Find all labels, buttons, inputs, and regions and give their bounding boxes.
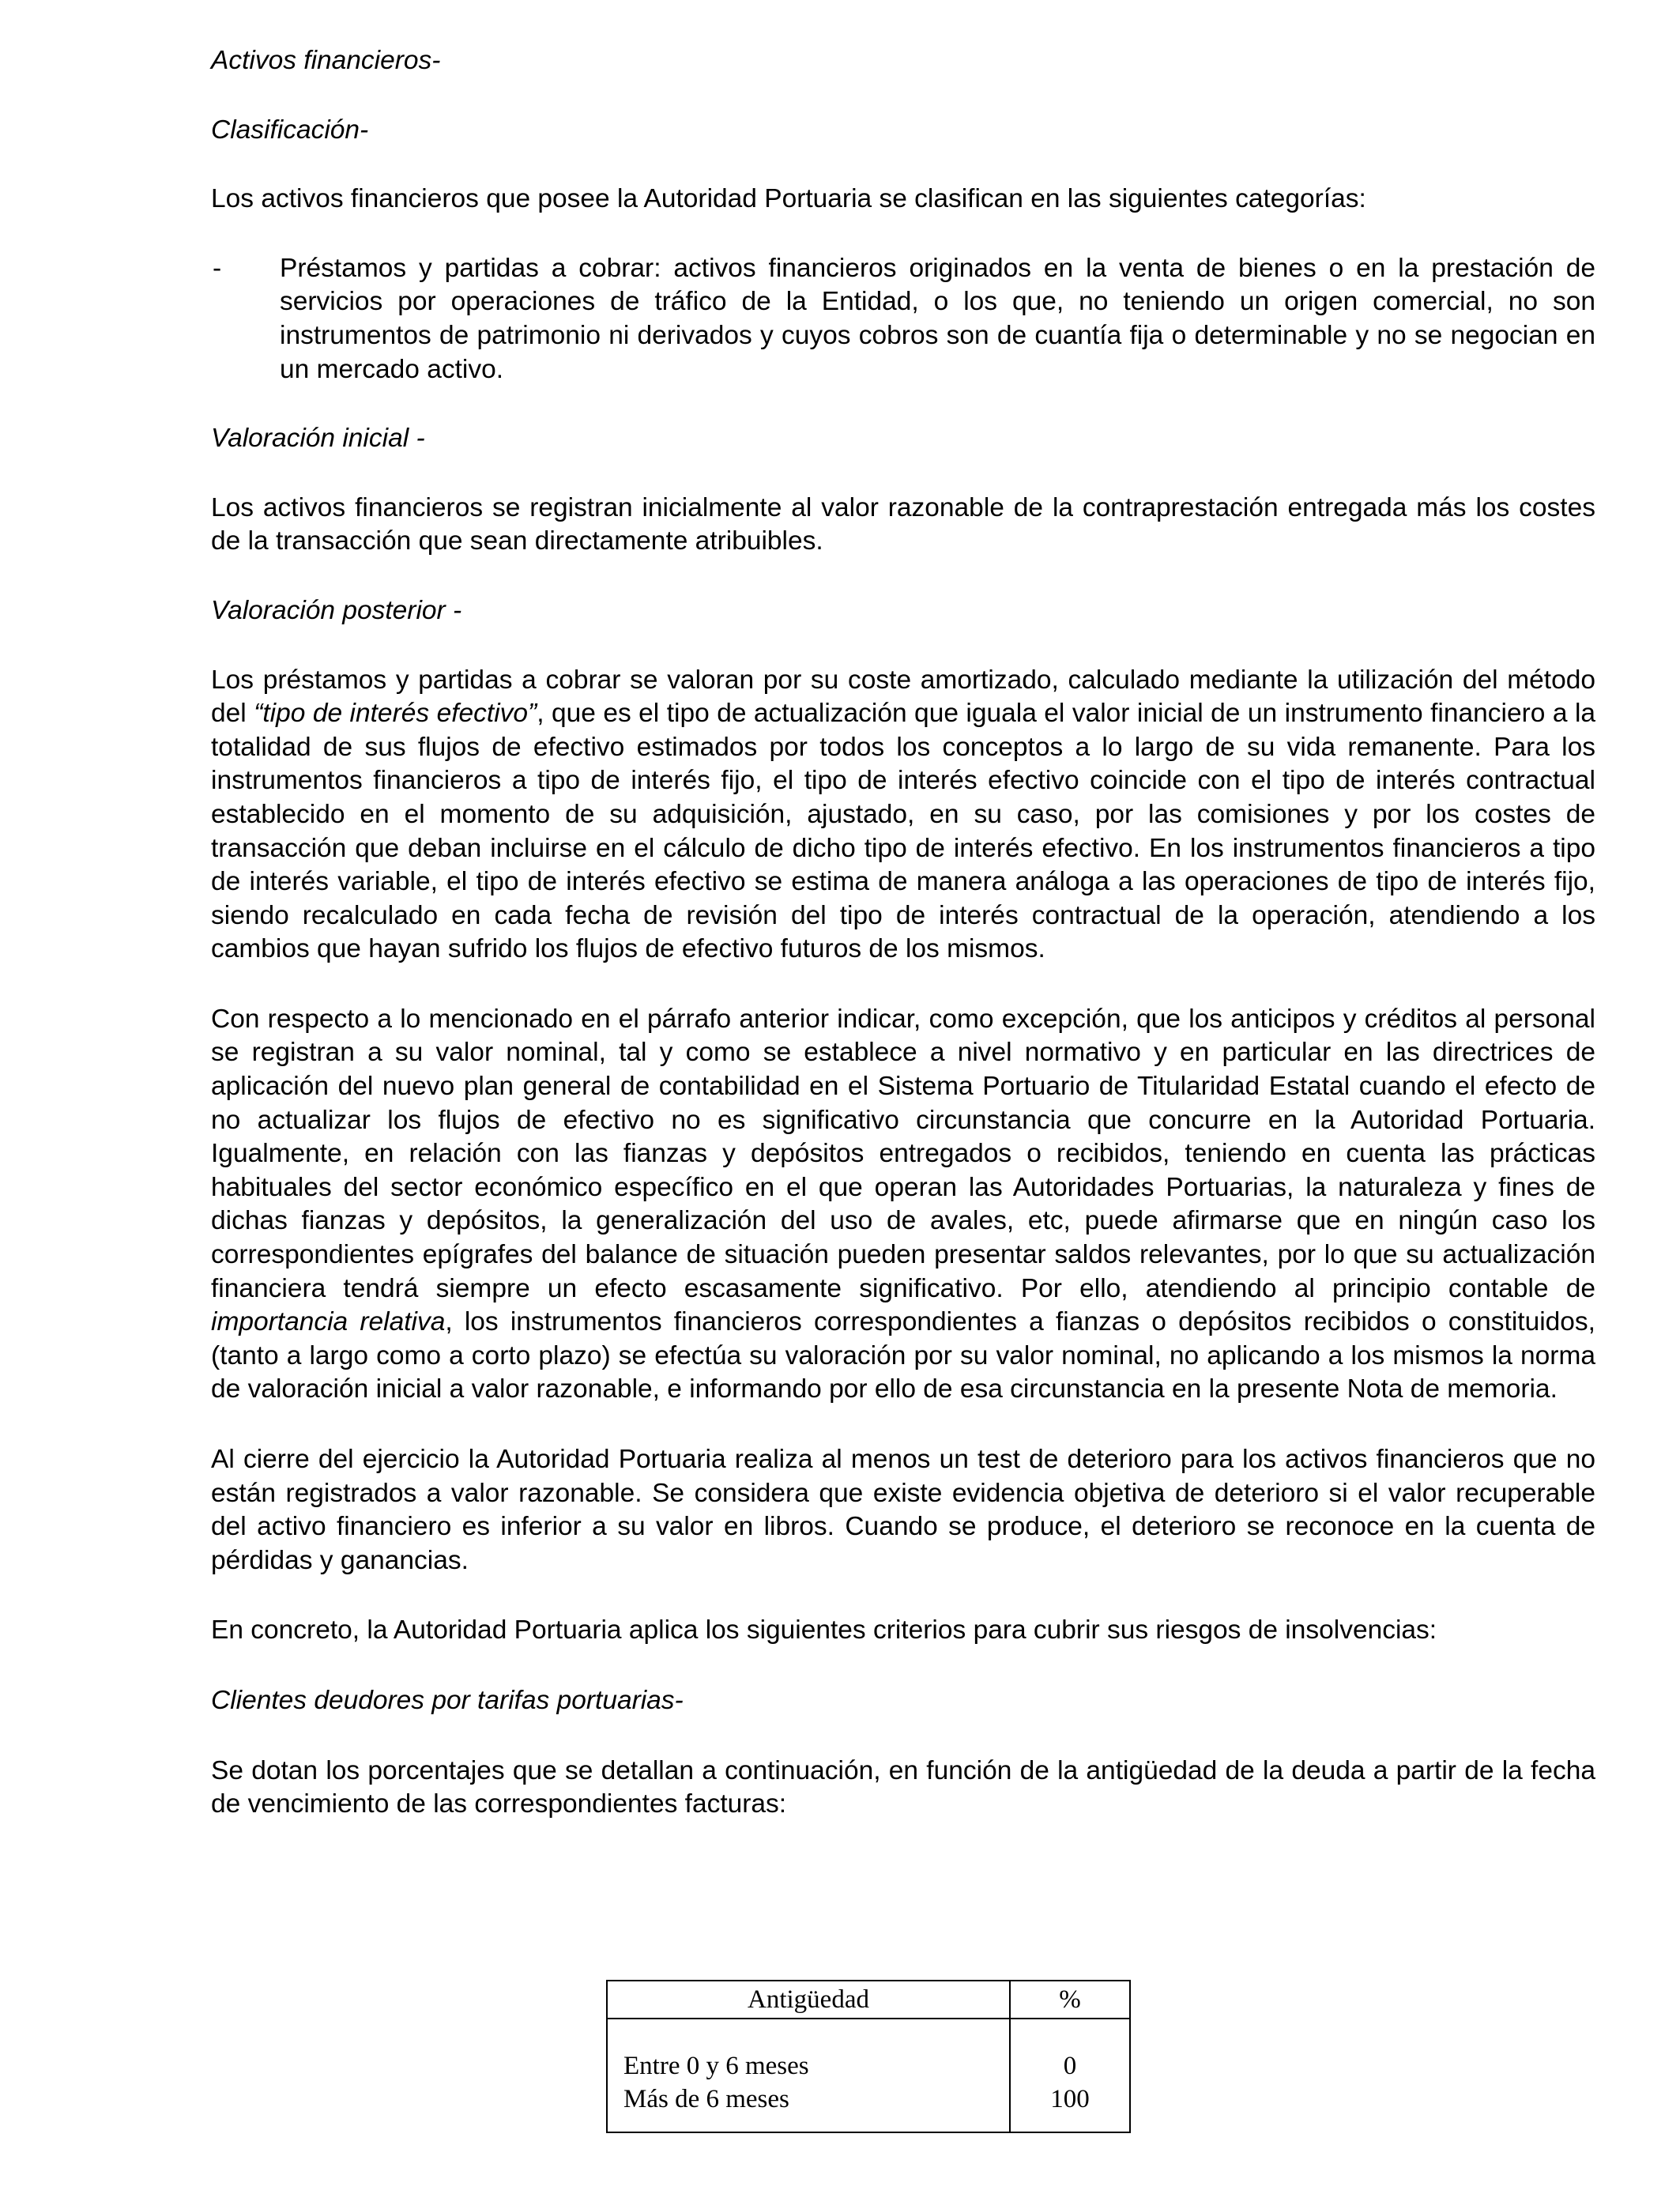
- paragraph-se-dotan: Se dotan los porcentajes que se detallan a continuación, en función de la antigüedad de la deuda a partir de la fecha de vencimiento de las correspondientes facturas:: [211, 1755, 1595, 1819]
- document-page: [211, 44, 1595, 1822]
- paragraph-valoracion-posterior: [211, 664, 1595, 967]
- spacer-cell: [607, 2019, 1010, 2049]
- bullet-text-prestamos: Préstamos y partidas a cobrar: activos financieros originados en la venta de bienes o en la prestación de servicios por operaciones de tráfico de la Entidad, o los que, no teniendo un origen comercial, no son instrumentos de patrimonio ni derivados y cuyos cobros son de cuantía fija o determinable y no se negocian en un mercado activo.: [280, 253, 1595, 384]
- bullet-item-prestamos: [211, 252, 1595, 386]
- paragraph-clasificacion: Los activos financieros que posee la Autoridad Portuaria se clasifican en las siguientes categorías:: [211, 184, 1366, 214]
- aging-value-cell: 100: [1010, 2083, 1130, 2132]
- term-importancia-relativa: importancia relativa: [211, 1307, 446, 1337]
- aging-label-cell: Más de 6 meses: [607, 2083, 1010, 2132]
- paragraph-con-respecto-part-a: Con respecto a lo mencionado en el párrafo anterior indicar, como excepción, que los anticipos y créditos al personal se registran a su valor nominal, tal y como se establece a nivel normativo y en particular en las directrices de aplicación del nuevo plan general de contabilidad en el Sistema Portuario de Titularidad Estatal cuando el efecto de no actualizar los flujos de efectivo no es significativo circunstancia que concurre en la Autoridad Portuaria. Igualmente, en relación con las fianzas y depósitos entregados o recibidos, teniendo en cuenta las prácticas habituales del sector económico específico en el que operan las Autoridades Portuarias, la naturaleza y fines de dichas fianzas y depósitos, la generalización del uso de avales, etc, puede afirmarse que en ningún caso los correspondientes epígrafes del balance de situación pueden presentar saldos relevantes, por lo que su actualización financiera tendrá siempre un efecto escasamente significativo. Por ello, atendiendo al principio contable de: [211, 1004, 1595, 1303]
- column-header-antiguedad: Antigüedad: [607, 1981, 1010, 2019]
- spacer-cell: [1010, 2019, 1130, 2049]
- heading-activos-financieros: Activos financieros-: [211, 46, 441, 75]
- paragraph-con-respecto: [211, 1003, 1595, 1407]
- paragraph-valoracion-posterior-part-a: Los préstamos y partidas a cobrar se valoran por su coste amortizado, calculado mediante la utilización del método del: [211, 665, 1595, 729]
- aging-label-cell: Entre 0 y 6 meses: [607, 2049, 1010, 2083]
- heading-clientes-deudores: Clientes deudores por tarifas portuarias-: [211, 1685, 684, 1715]
- aging-value-cell: 0: [1010, 2049, 1130, 2083]
- paragraph-valoracion-inicial: Los activos financieros se registran inicialmente al valor razonable de la contraprestación entregada más los costes de la transacción que sean directamente atribuibles.: [211, 492, 1595, 556]
- table-header-row: [607, 1981, 1130, 2019]
- paragraph-cierre-ejercicio: Al cierre del ejercicio la Autoridad Portuaria realiza al menos un test de deterioro para los activos financieros que no están registrados a valor razonable. Se considera que existe evidencia objetiva de deterioro si el valor recuperable del activo financiero es inferior a su valor en libros. Cuando se produce, el deterioro se reconoce en la cuenta de pérdidas y ganancias.: [211, 1445, 1595, 1575]
- heading-valoracion-inicial: Valoración inicial -: [211, 424, 425, 454]
- column-header-percent: %: [1010, 1981, 1130, 2019]
- paragraph-valoracion-posterior-part-b: , que es el tipo de actualización que iguala el valor inicial de un instrumento financiero a la totalidad de sus flujos de efectivo estimados por todos los conceptos a lo largo de su vida remanente. Para los instrumentos financieros a tipo de interés fijo, el tipo de interés efectivo coincide con el tipo de interés contractual establecido en el momento de su adquisición, ajustado, en su caso, por las comisiones y por los costes de transacción que deban incluirse en el cálculo de dicho tipo de interés efectivo. En los instrumentos financieros a tipo de interés variable, el tipo de interés efectivo se estima de manera análoga a las operaciones de tipo de interés fijo, siendo recalculado en cada fecha de revisión del tipo de interés contractual de la operación, atendiendo a los cambios que hayan sufrido los flujos de efectivo futuros de los mismos.: [211, 699, 1596, 964]
- heading-valoracion-posterior: Valoración posterior -: [211, 595, 462, 625]
- term-tipo-interes-efectivo: “tipo de interés efectivo”: [254, 699, 537, 729]
- bullet-dash-icon: -: [213, 253, 222, 283]
- paragraph-con-respecto-part-b: , los instrumentos financieros correspondientes a fianzas o depósitos recibidos o constituidos, (tanto a largo como a corto plazo) se efectúa su valoración por su valor nominal, no aplicando a los mismos la norma de valoración inicial a valor razonable, e informando por ello de esa circunstancia en la presente Nota de memoria.: [211, 1307, 1595, 1404]
- heading-clasificacion: Clasificación-: [211, 115, 369, 145]
- table-spacer-row: [607, 2019, 1130, 2049]
- table-row: [607, 2083, 1130, 2132]
- table-row: [607, 2049, 1130, 2083]
- aging-percentage-table: [606, 1980, 1131, 2133]
- paragraph-en-concreto: En concreto, la Autoridad Portuaria aplica los siguientes criterios para cubrir sus riesgos de insolvencias:: [211, 1615, 1437, 1646]
